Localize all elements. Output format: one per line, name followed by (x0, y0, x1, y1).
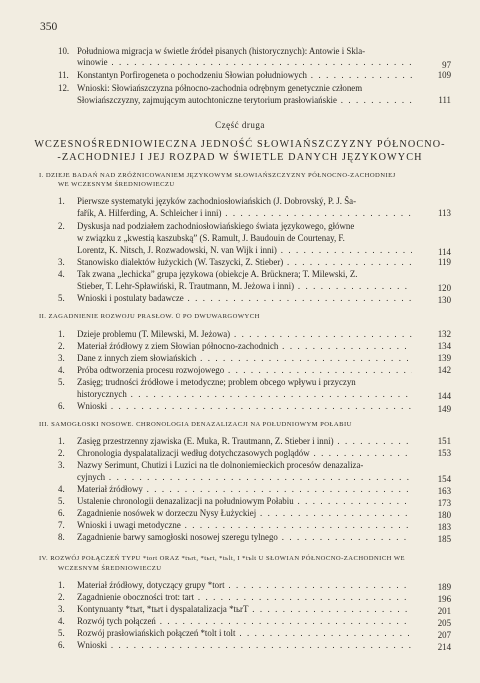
entry-title: Wnioski . . . (77, 401, 412, 411)
entry-title: Dane z innych ziem słowiańskich . . . (77, 353, 412, 363)
entry-page: 114 (438, 247, 451, 257)
entry-title: Stieber, T. Lehr-Spławiński, R. Trautmann, M. Jeżowa i inni) . . . (77, 281, 412, 291)
entry-number: 11. (58, 70, 69, 80)
entry-page: 205 (437, 618, 451, 628)
entry-title: Materiał źródłowy, dotyczący grupy *tort . . . (77, 580, 412, 590)
entry-title: fařík, A. Hilferding, A. Schleicher i inni) . . . (77, 208, 412, 218)
entry-page: 97 (442, 60, 451, 70)
entry-page: 149 (437, 404, 451, 414)
entry-title: Materiał źródłowy . . . (77, 484, 412, 494)
entry-number: 4. (58, 616, 65, 626)
entry-number: 8. (58, 532, 65, 542)
entry-title: Próba odtworzenia procesu rozwojowego . . . (77, 365, 412, 375)
entry-number: 5. (58, 628, 65, 638)
entry-page: 207 (437, 630, 451, 640)
entry-title: Zasięg; trudności źródłowe i metodyczne; problem obcego wpływu i przyczyn (77, 377, 356, 387)
entry-page: 120 (437, 283, 451, 293)
entry-title: Pierwsze systematyki języków zachodniosłowiańskich (J. Dobrovský, P. J. Ša- (77, 196, 357, 206)
entry-number: 6. (58, 401, 65, 411)
entry-title: Wnioski i postulaty badawcze . . . (77, 293, 412, 303)
section-heading: III. SAMOGŁOSKI NOSOWE. CHRONOLOGIA DENAZALIZACJI NA POŁUDNIOWYM POŁABIU (39, 421, 352, 428)
entry-page: 113 (438, 208, 451, 218)
entry-number: 4. (58, 484, 65, 494)
section-heading-line: I. DZIEJE BADAŃ NAD ZRÓŻNICOWANIEM JĘZYKOWYM SŁOWIAŃSZCZYZNY PÓŁNOCNO-ZACHODNIEJ (39, 172, 396, 179)
entry-title: Dzieje problemu (T. Milewski, M. Jeżowa) . . . (77, 329, 412, 339)
entry-title: Chronologia dyspalatalizacji według dotychczasowych poglądów . . . (77, 448, 412, 458)
entry-title: Tak zwana „lechicka” grupa językowa (obiekcje A. Brücknera; T. Milewski, Z. (77, 269, 358, 279)
entry-number: 1. (58, 580, 65, 590)
entry-title: Kontynuanty *tъrt, *tьrt i dyspalatalizacja *tьrT . . . (77, 604, 412, 614)
entry-page: 154 (437, 474, 451, 484)
entry-page: 130 (437, 295, 451, 305)
entry-title: Zasięg przestrzenny zjawiska (E. Muka, R. Trautmann, Z. Stieber i inni) . . . (77, 436, 412, 446)
entry-number: 7. (58, 520, 65, 530)
entry-page: 214 (437, 642, 451, 652)
entry-page: 142 (437, 365, 451, 375)
entry-title: Dyskusja nad podziałem zachodniosłowiańskiego świata językowego, główne (77, 221, 355, 231)
entry-page: 153 (437, 448, 451, 458)
entry-number: 5. (58, 496, 65, 506)
entry-title: Konstantyn Porfirogeneta o pochodzeniu Słowian południowych . . . (77, 70, 412, 80)
part-title-line: -ZACHODNIEJ I JEJ ROZPAD W ŚWIETLE DANYCH JĘZYKOWYCH (57, 152, 423, 163)
entry-title: Nazwy Serimunt, Chutizi i Luzici na tle dolnoniemieckich procesów denazaliza- (77, 460, 364, 470)
entry-number: 3. (58, 604, 65, 614)
entry-title: cyjnych . . . (77, 472, 412, 482)
entry-page: 109 (437, 70, 451, 80)
entry-title: Ustalenie chronologii denazalizacji na południowym Połabiu . . . (77, 496, 412, 506)
page-number: 350 (40, 21, 58, 33)
entry-number: 2. (58, 448, 65, 458)
entry-page: 196 (437, 594, 451, 604)
entry-page: 144 (437, 391, 451, 401)
entry-number: 3. (58, 353, 65, 363)
entry-title: Południowa migracja w świetle źródeł pisanych (historycznych): Antowie i Skla- (77, 46, 366, 56)
entry-page: 180 (437, 510, 451, 520)
entry-number: 4. (58, 365, 65, 375)
entry-page: 111 (438, 95, 451, 105)
entry-page: 119 (438, 257, 451, 267)
entry-page: 185 (437, 534, 451, 544)
entry-title: Stanowisko dialektów łużyckich (W. Taszycki, Z. Stieber) . . . (77, 257, 412, 267)
entry-page: 139 (437, 353, 451, 363)
entry-page: 163 (437, 486, 451, 496)
part-label: Część druga (215, 120, 265, 130)
entry-page: 134 (437, 341, 451, 351)
entry-title: winowie . . . (77, 57, 412, 67)
entry-number: 2. (58, 341, 65, 351)
entry-number: 5. (58, 293, 65, 303)
entry-number: 3. (58, 257, 65, 267)
section-heading-line: IV. ROZWÓJ POŁĄCZEŃ TYPU *tort ORAZ *tъrt, *tьrt, *tьlt, I *tъlt U SŁOWIAN PÓŁNOCNO-ZACHODNICH WE (39, 555, 406, 562)
entry-page: 151 (437, 436, 451, 446)
entry-title: w związku z „kwestią kaszubską” (S. Ramult, J. Baudouin de Courtenay, F. (77, 233, 345, 243)
entry-title: Materiał źródłowy z ziem Słowian północno-zachodnich . . . (77, 341, 412, 351)
entry-number: 4. (58, 269, 65, 279)
entry-page: 132 (437, 329, 451, 339)
entry-number: 5. (58, 377, 65, 387)
entry-title: Rozwój prasłowiańskich połączeń *tolt i tolt . . . (77, 628, 412, 638)
entry-title: Zagadnienie nosówek w dorzeczu Nysy Łużyckiej . . . (77, 508, 412, 518)
entry-title: Słowiańszczyzny, zajmującym autochtoniczne terytorium prasłowiańskie . . . (77, 95, 412, 105)
entry-page: 183 (437, 522, 451, 532)
entry-number: 1. (58, 329, 65, 339)
entry-number: 3. (58, 460, 65, 470)
entry-title: Wnioski: Słowiańszczyzna północno-zachodnia odrębnym genetycznie członem (77, 83, 363, 93)
entry-number: 6. (58, 640, 65, 650)
entry-title: Zagadnienie barwy samogłoski nosowej szeregu tylnego . . . (77, 532, 412, 542)
entry-title: Wnioski . . . (77, 640, 412, 650)
entry-number: 6. (58, 508, 65, 518)
section-heading-line: WCZESNYM ŚREDNIOWIECZU (58, 565, 162, 572)
section-heading: II. ZAGADNIENIE ROZWOJU PRASŁOW. Ū PO DWUWARGOWYCH (39, 313, 260, 320)
entry-number: 12. (58, 83, 70, 93)
entry-title: Zagadnienie oboczności trot: tart . . . (77, 592, 412, 602)
entry-number: 1. (58, 196, 65, 206)
part-title-line: WCZESNOŚREDNIOWIECZNA JEDNOŚĆ SŁOWIAŃSZCZYZNY PÓŁNOCNO- (34, 139, 446, 150)
section-heading-line: WE WCZESNYM ŚREDNIOWIECZU (58, 181, 175, 188)
entry-number: 10. (58, 46, 70, 56)
entry-title: Rozwój tych połączeń . . . (77, 616, 412, 626)
entry-page: 201 (437, 606, 451, 616)
entry-page: 189 (437, 582, 451, 592)
entry-title: Lorentz, K. Nitsch, J. Rozwadowski, N. van Wijk i inni) . . . (77, 245, 412, 255)
entry-number: 2. (58, 221, 65, 231)
entry-number: 2. (58, 592, 65, 602)
entry-title: Wnioski i uwagi metodyczne . . . (77, 520, 412, 530)
entry-number: 1. (58, 436, 65, 446)
entry-title: historycznych . . . (77, 389, 412, 399)
entry-page: 173 (437, 498, 451, 508)
